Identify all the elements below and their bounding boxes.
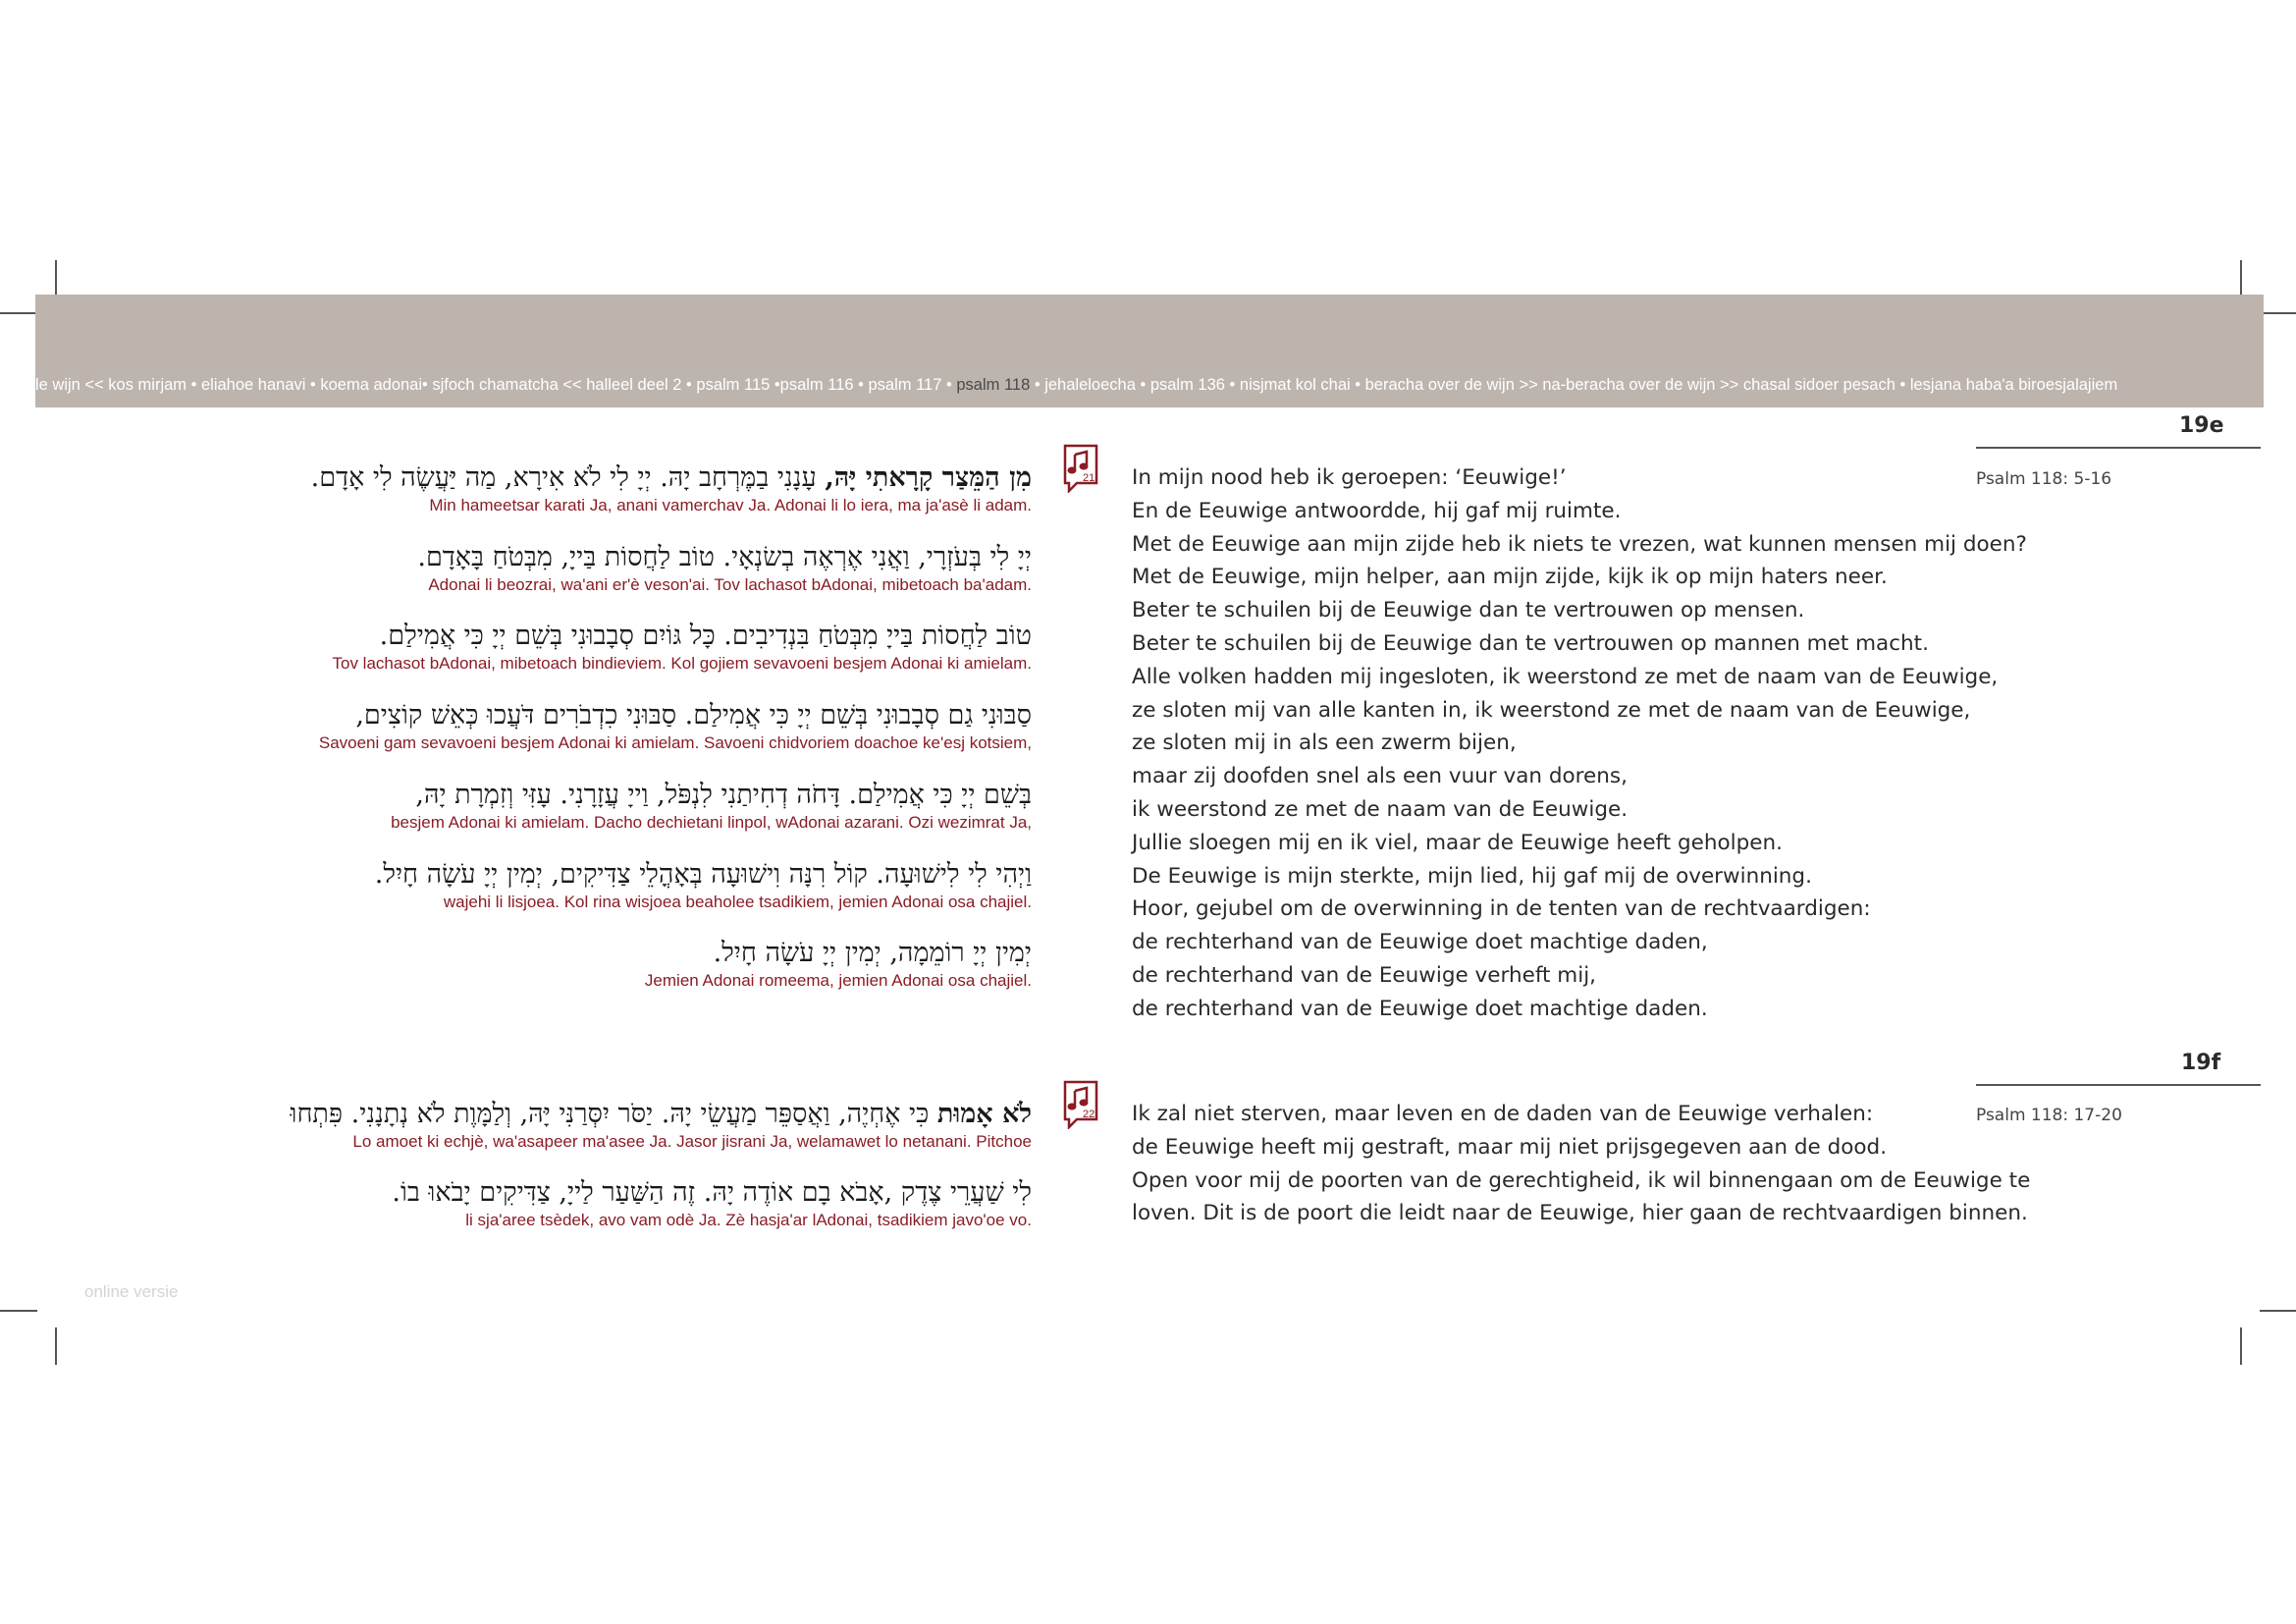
translation-line: de rechterhand van de Eeuwige doet machtige daden. <box>1132 996 1708 1021</box>
section-divider <box>1976 1084 2261 1086</box>
verse <box>375 858 1032 913</box>
translation-line: Alle volken hadden mij ingesloten, ik weerstond ze met de naam van de Eeuwige, <box>1132 664 1999 689</box>
hebrew-text: לֹא אָמוּת כִּי אֶחְיֶה, וַאֲסַפֵּר מַעֲשֵׂי יָהּ. יַסֹּר יִסְּרַנִּי יָּהּ, וְלַמָּוֶת לֹא נְתָנָנִי. פִּתְחוּ <box>290 1099 1032 1129</box>
dutch-translation <box>1132 461 2027 1026</box>
translation-line: de Eeuwige heeft mij gestraft, maar mij niet prijsgegeven aan de dood. <box>1132 1134 1888 1160</box>
verse <box>333 620 1033 675</box>
translation-line: Beter te schuilen bij de Eeuwige dan te vertrouwen op mannen met macht. <box>1132 630 1929 656</box>
navigation-band <box>35 295 2264 407</box>
hebrew-text: לִי שַׁעֲרֵי צֶדֶק ,אָבֹא בָם אוֹדֶה יָהּ. זֶה הַשַּׁעַר לַייָ, צַדִּיקִים יָבֹאוּ בוֹ. <box>392 1177 1032 1208</box>
translation-line: Met de Eeuwige, mijn helper, aan mijn zijde, kijk ik op mijn haters neer. <box>1132 565 1888 590</box>
psalm-reference: Psalm 118: 5-16 <box>1976 469 2112 489</box>
translation-line: loven. Dit is de poort die leidt naar de Eeuwige, hier gaan de rechtvaardigen binnen. <box>1132 1201 2028 1226</box>
translation-line: ik weerstond ze met de naam van de Eeuwige. <box>1132 796 1629 822</box>
translation-line: de rechterhand van de Eeuwige verheft mij, <box>1132 962 1596 988</box>
transliteration: li sja'aree tsèdek, avo vam odè Ja. Zè hasja'ar lAdonai, tsadikiem javo'oe vo. <box>465 1211 1032 1229</box>
verse <box>311 461 1032 516</box>
verse <box>392 1176 1032 1231</box>
music-note-icon[interactable] <box>1061 444 1100 493</box>
breadcrumb-before[interactable]: le wijn << kos mirjam • eliahoe hanavi • koema adonai• sjfoch chamatcha << halleel deel 2 • psalm 115 •psalm 116 • psalm 117 • <box>35 376 957 394</box>
transliteration: Jemien Adonai romeema, jemien Adonai osa chajiel. <box>644 971 1032 990</box>
translation-line: ze sloten mij van alle kanten in, ik weerstond ze met de naam van de Eeuwige, <box>1132 697 1971 723</box>
hebrew-text: וַיְהִי לִי לִישׁוּעָה. קוֹל רִנָּה וִישׁוּעָה בְּאָהֳלֵי צַדִּיקִים, יְמִין יְיָ עֹשָׂה חָיִל. <box>374 859 1032 890</box>
section-divider <box>1976 447 2261 449</box>
translation-line: In mijn nood heb ik geroepen: ‘Eeuwige!’ <box>1132 465 1567 490</box>
verse <box>391 779 1032 834</box>
page-number: 19f <box>2181 1051 2221 1075</box>
crop-mark <box>2240 260 2242 298</box>
transliteration: Min hameetsar karati Ja, anani vamerchav Ja. Adonai li lo iera, ma ja'asè li adam. <box>429 496 1032 514</box>
translation-line: de rechterhand van de Eeuwige doet machtige daden, <box>1132 930 1708 955</box>
verse <box>645 937 1032 992</box>
translation-line: En de Eeuwige antwoordde, hij gaf mij ruimte. <box>1132 498 1622 523</box>
crop-mark <box>55 1327 57 1365</box>
music-note-icon[interactable] <box>1061 1080 1100 1129</box>
translation-line: De Eeuwige is mijn sterkte, mijn lied, hij gaf mij de overwinning. <box>1132 863 1812 889</box>
crop-mark <box>2260 1310 2296 1312</box>
badge-number: 22 <box>1083 1109 1095 1120</box>
dutch-translation <box>1132 1098 2030 1230</box>
transliteration: besjem Adonai ki amielam. Dacho dechietani linpol, wAdonai azarani. Ozi wezimrat Ja, <box>391 813 1032 832</box>
hebrew-text: יְמִין יְיָ רוֹמֵמָה, יְמִין יְיָ עֹשָׂה חָיִל. <box>713 938 1032 968</box>
breadcrumb-after[interactable]: • jehaleloecha • psalm 136 • nisjmat kol chai • beracha over de wijn >> na-beracha over de wijn >> chasal sidoer pesach • lesjana haba'a biroesjalajiem <box>1030 376 2118 394</box>
badge-number: 21 <box>1083 472 1095 484</box>
hebrew-text: סַבּוּנִי גַם סְבָבוּנִי בְּשֵׁם יְיָ כִּי אֲמִילַם. סַבּוּנִי כִדְבֹרִים דֹּעֲכוּ כְּאֵשׁ קוֹצִים, <box>355 700 1032 731</box>
verse <box>417 541 1032 596</box>
transliteration: Savoeni gam sevavoeni besjem Adonai ki amielam. Savoeni chidvoriem doachoe ke'esj kotsiem, <box>318 733 1032 752</box>
crop-mark <box>0 1310 37 1312</box>
translation-line: maar zij doofden snel als een vuur van dorens, <box>1132 764 1628 789</box>
transliteration: wajehi li lisjoea. Kol rina wisjoea beaholee tsadikiem, jemien Adonai osa chajiel. <box>443 893 1032 911</box>
crop-mark <box>55 260 57 298</box>
hebrew-text: טוֹב לַחֲסוֹת בַּייָ מִבְּטֹחַ בִּנְדִיבִים. כָּל גּוֹיִם סְבָבוּנִי בְּשֵׁם יְיָ כִּי אֲמִילַם. <box>379 621 1032 651</box>
transliteration: Lo amoet ki echjè, wa'asapeer ma'asee Ja. Jasor jisrani Ja, welamawet lo netanani. Pitchoe <box>352 1132 1032 1151</box>
crop-mark <box>2240 1327 2242 1365</box>
psalm-reference: Psalm 118: 17-20 <box>1976 1106 2122 1125</box>
hebrew-text: מִן הַמֵּצַר קָרָאתִי יָּהּ, עָנָנִי בַמֶּרְחָב יָהּ. יְיָ לִי לֹא אִירָא, מַה יַּעֲשֶׂה לִי אָדָם. <box>310 462 1032 493</box>
translation-line: Beter te schuilen bij de Eeuwige dan te vertrouwen op mensen. <box>1132 598 1805 623</box>
translation-line: Hoor, gejubel om de overwinning in de tenten van de rechtvaardigen: <box>1132 896 1871 922</box>
crop-mark <box>2260 312 2296 314</box>
translation-line: Open voor mij de poorten van de gerechtigheid, ik wil binnengaan om de Eeuwige te <box>1132 1167 2031 1193</box>
translation-line: Met de Eeuwige aan mijn zijde heb ik niets te vrezen, wat kunnen mensen mij doen? <box>1132 531 2027 557</box>
hebrew-text: יְיָ לִי בְּעֹזְרָי, וַאֲנִי אֶרְאֶה בְשׂנְאָי. טוֹב לַחֲסוֹת בַּייָ, מִבְּטֹחַ בָּאָדָם. <box>417 542 1032 572</box>
transliteration: Adonai li beozrai, wa'ani er'è veson'ai. Tov lachasot bAdonai, mibetoach ba'adam. <box>428 575 1032 594</box>
crop-mark <box>0 312 37 314</box>
page-number: 19e <box>2179 413 2224 438</box>
translation-line: Jullie sloegen mij en ik viel, maar de Eeuwige heeft geholpen. <box>1132 830 1783 855</box>
hebrew-text: בְּשֵׁם יְיָ כִּי אֲמִילַם. דָּחֹה דְחִיתַנִי לִנְפֹּל, וַייָ עֲזָרָנִי. עָזִּי וְזִמְרָת יָהּ, <box>415 780 1032 810</box>
online-version-label: online versie <box>84 1282 179 1301</box>
verse <box>319 699 1032 754</box>
breadcrumb-current[interactable]: psalm 118 <box>956 376 1031 394</box>
translation-line: Ik zal niet sterven, maar leven en de daden van de Eeuwige verhalen: <box>1132 1102 1874 1126</box>
translation-line: ze sloten mij in als een zwerm bijen, <box>1132 731 1517 756</box>
breadcrumb <box>35 376 2264 395</box>
transliteration: Tov lachasot bAdonai, mibetoach bindieviem. Kol gojiem sevavoeni besjem Adonai ki amielam. <box>332 654 1032 673</box>
verse <box>291 1098 1032 1153</box>
